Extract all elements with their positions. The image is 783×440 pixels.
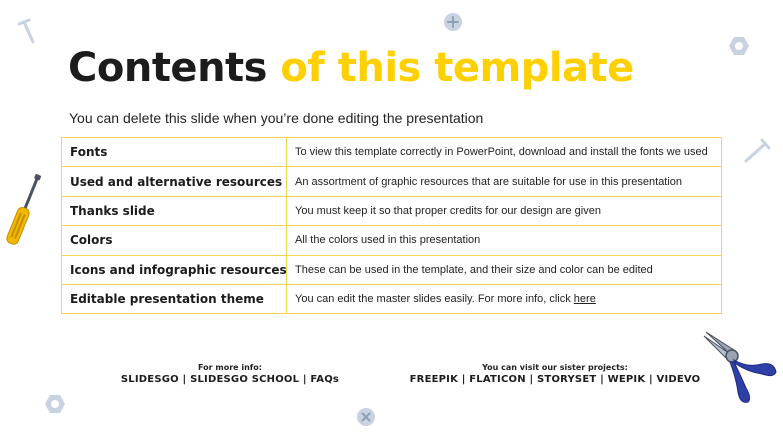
separator: | [645,374,657,385]
row-value [287,284,722,313]
row-key: Editable presentation theme [62,284,287,313]
flaticon-link[interactable]: FLATICON [469,374,526,385]
row-key: Colors [62,226,287,255]
plus-icon [443,12,463,32]
row-value-text: You can edit the master slides easily. For more info, click [295,293,574,306]
footer-links [395,373,715,387]
table-row [62,226,722,255]
footer-label: For more info: [198,363,262,372]
row-value: An assortment of graphic resources that are suitable for use in this presentation [287,167,722,196]
footer-more-info [110,362,350,387]
contents-table [61,137,722,314]
row-key: Thanks slide [62,196,287,225]
close-screw-icon [356,407,376,427]
freepik-link[interactable]: FREEPIK [409,374,459,385]
storyset-link[interactable]: STORYSET [537,374,597,385]
row-key: Icons and infographic resources [62,255,287,284]
footer-label: You can visit our sister projects: [482,363,628,372]
slidesgo-link[interactable]: SLIDESGO [120,374,179,385]
table-row [62,138,722,167]
videvo-link[interactable]: VIDEVO [656,374,701,385]
separator: | [458,374,470,385]
page-title [68,44,634,92]
footer-sister-projects [395,362,715,387]
separator: | [178,374,191,385]
screwdriver-icon [4,172,44,250]
row-key: Fonts [62,138,287,167]
slidesgo-school-link[interactable]: SLIDESGO SCHOOL [190,374,300,385]
title-part-2: of this template [280,45,634,91]
table-row [62,284,722,313]
here-link[interactable]: here [573,293,596,306]
title-part-1: Contents [68,45,267,91]
footer-links [110,373,350,387]
row-value: These can be used in the template, and their size and color can be edited [287,255,722,284]
table-row [62,196,722,225]
row-value: You must keep it so that proper credits for our design are given [287,196,722,225]
separator: | [525,374,538,385]
table-row [62,167,722,196]
separator: | [596,374,608,385]
separator: | [299,374,311,385]
faqs-link[interactable]: FAQs [310,374,340,385]
nail-icon [16,18,40,46]
row-key: Used and alternative resources [62,167,287,196]
nail-icon-right [742,138,772,164]
hex-nut-icon-left [44,394,66,414]
wepik-link[interactable]: WEPIK [607,374,646,385]
hex-nut-icon [728,36,750,56]
row-value: To view this template correctly in PowerPoint, download and install the fonts we used [287,138,722,167]
subtitle: You can delete this slide when you’re done editing the presentation [69,110,484,126]
row-value: All the colors used in this presentation [287,226,722,255]
table-row [62,255,722,284]
